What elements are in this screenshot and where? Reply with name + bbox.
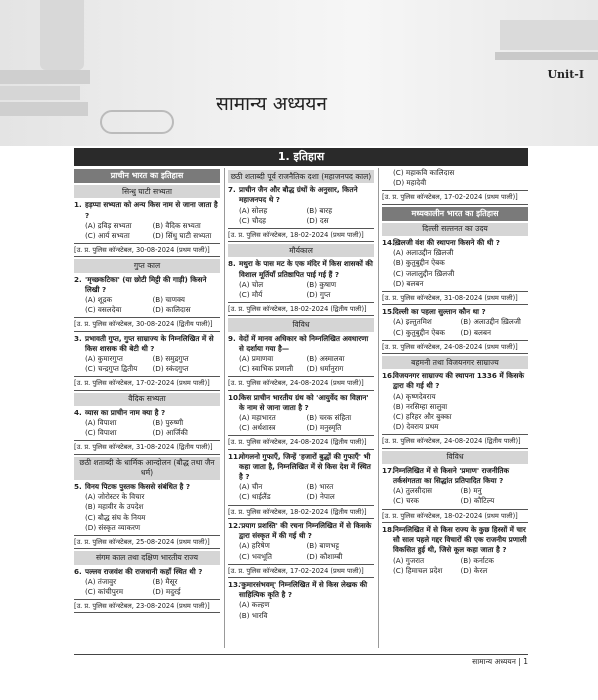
source-citation: [उ. प्र. पुलिस कॉन्स्टेबल, 17-02-2024 (प्रथम पाली)] [228, 564, 374, 578]
options: (A) चीन (B) भारत (C) थाईलैंड (D) नेपाल [239, 482, 335, 502]
options: (A) अलाउद्दीन ख़िलजी (B) कुतुबुद्दीन ऐबक (C) जलालुद्दीन ख़िलजी (D) बलबन [393, 248, 455, 288]
source-citation: [उ. प्र. पुलिस कॉन्स्टेबल, 18-02-2024 (द्वितीय पाली)] [228, 302, 374, 316]
column-3 [382, 168, 528, 576]
question: 8. मथुरा के पास मट के एक मंदिर में किस शासकों की विशाल मूर्तियाँ प्रतिष्ठापित पाई गई हैं ? [228, 259, 373, 279]
pencil-cup-illustration [40, 0, 84, 70]
page-footer [74, 654, 528, 669]
source-citation: [उ. प्र. पुलिस कॉन्स्टेबल, 18-02-2024 (द्वितीय पाली)] [228, 505, 374, 519]
page-title: सामान्य अध्ययन [216, 93, 327, 115]
question: 17. निम्नलिखित में से किसने 'प्रमाण' राजनीतिक तर्कसंगतता का सिद्धांत प्रतिपादित किया ? [382, 465, 510, 486]
options: (A) द्रविड़ सभ्यता (B) वैदिक सभ्यता (C) आर्य सभ्यता (D) सिंधु घाटी सभ्यता [85, 220, 212, 241]
question: 1. हड़प्पा सभ्यता को अन्य किस नाम से जाना जाता है ? [74, 200, 218, 220]
source-citation: [उ. प्र. पुलिस कॉन्स्टेबल, 24-08-2024 (द्वितीय पाली)] [382, 434, 528, 448]
glasses-illustration [100, 110, 174, 134]
options: (C) महाकवि कालिदास (D) महादेवी [393, 168, 455, 188]
options: (A) विपाशा (B) पुरुष्णी (C) विपाशा (D) आर्जिकी [85, 418, 188, 438]
options: (A) कुमारगुप्त (B) समुद्रगुप्त (C) चन्द्रगुप्त द्वितीय (D) स्कंदगुप्त [85, 354, 189, 374]
question: 15. दिल्ली का पहला सुल्तान कौन था ? [382, 307, 486, 317]
column-divider [378, 168, 379, 648]
options: (A) महाभारत (B) चरक संहिता (C) अर्थशास्त्र (D) मनुस्मृति [239, 413, 352, 433]
options: (A) तंजावुर (B) मैसूर (C) कांचीपुरम (D) मदुरई [85, 576, 181, 596]
options: (A) कल्हण (B) भारवि [239, 600, 270, 620]
options: (A) गुजरात (B) कर्नाटक (C) हिमाचल प्रदेश (D) केरल [393, 555, 494, 575]
source-citation: [उ. प्र. पुलिस कॉन्स्टेबल, 24-08-2024 (प्रथम पाली)] [382, 340, 528, 354]
question: 10. किस प्राचीन भारतीय ग्रंथ को 'आयुर्वेद का विज्ञान' के नाम से जाना जाता है ? [228, 392, 369, 412]
topic-heading: विविध [228, 318, 374, 331]
question: 4. व्यास का प्राचीन नाम क्या है ? [74, 407, 166, 417]
options: (A) जोरोस्टर के विचार (B) महावीर के उपदेश (C) बौद्ध संघ के नियम (D) संस्कृत व्याकरण [85, 492, 146, 532]
section-title: 1. इतिहास [74, 148, 528, 166]
topic-heading: संगम काल तथा दक्षिण भारतीय राज्य [74, 551, 220, 564]
question: 14. ख़िलजी वंश की स्थापना किसने की थी ? [382, 238, 500, 248]
footer-label: सामान्य अध्ययन | 1 [472, 657, 528, 666]
source-citation: [उ. प्र. पुलिस कॉन्स्टेबल, 31-08-2024 (प्रथम पाली)] [382, 291, 528, 305]
column-divider [224, 168, 225, 648]
topic-heading: विविध [382, 451, 528, 464]
header-banner [0, 0, 598, 146]
source-citation: [उ. प्र. पुलिस कॉन्स्टेबल, 30-08-2024 (प्रथम पाली)] [74, 243, 220, 257]
options: (A) शूद्रक (B) चाणक्य (C) वसलदेवा (D) कालिदास [85, 295, 191, 315]
question: 16. विजयनगर साम्राज्य की स्थापना 1336 में किसके द्वारा की गई थी ? [382, 371, 524, 391]
source-citation: [उ. प्र. पुलिस कॉन्स्टेबल, 18-02-2024 (प्रथम पाली)] [228, 228, 374, 242]
options: (A) इल्तुतमिश (B) अलाउद्दीन ख़िलजी (C) कुतुबुद्दीन ऐबक (D) बलबन [393, 317, 521, 337]
source-citation: [उ. प्र. पुलिस कॉन्स्टेबल, 24-08-2024 (प्रथम पाली)] [228, 376, 374, 390]
source-citation: [उ. प्र. पुलिस कॉन्स्टेबल, 25-08-2024 (प्रथम पाली)] [74, 535, 220, 549]
column-1 [74, 168, 220, 615]
source-citation: [उ. प्र. पुलिस कॉन्स्टेबल, 24-08-2024 (द्वितीय पाली)] [228, 435, 374, 449]
column-2 [228, 168, 374, 621]
source-citation: [उ. प्र. पुलिस कॉन्स्टेबल, 23-08-2024 (प्रथम पाली)] [74, 599, 220, 613]
source-citation: [उ. प्र. पुलिस कॉन्स्टेबल, 18-02-2024 (प्रथम पाली)] [382, 509, 528, 523]
options: (A) प्रमाणवा (B) अस्मालवा (C) स्वाभिक प्रणाली (D) धर्मानुराग [239, 354, 345, 374]
source-citation: [उ. प्र. पुलिस कॉन्स्टेबल, 17-02-2024 (प्रथम पाली)] [382, 190, 528, 204]
question: 11. मोगलनो गुफाएँ, जिन्हें 'हजारों बुद्धों की गुफाएँ' भी कहा जाता है, निम्नलिखित में से किस देश में स्थित है ? [228, 451, 371, 482]
question: 12. 'प्रयाग प्रशस्ति' की रचना निम्नलिखित में से किसके द्वारा संस्कृत में की गई थी ? [228, 520, 372, 541]
right-books-illustration [495, 52, 598, 60]
question: 7. प्राचीन जैन और बौद्ध ग्रंथों के अनुसार, कितने महाजनपद थे ? [228, 185, 358, 205]
options: (A) चोल (B) कुषाण (C) मौर्य (D) गुप्त [239, 279, 337, 300]
unit-label: Unit-I [547, 68, 584, 81]
question: 9. वेदों में मानव अधिकार को निम्नलिखित अवधारणा से दर्शाया गया है— [228, 333, 369, 353]
question: 5. विनय पिटक पुस्तक किससे संबंधित है ? [74, 482, 191, 492]
book-stack-illustration [0, 86, 80, 100]
topic-heading: सिन्धु घाटी सभ्यता [74, 185, 220, 198]
options: (A) सोलह (B) बारह (C) चौदह (D) दस [239, 205, 333, 225]
question: 3. प्रभावती गुप्त, गुप्त साम्राज्य के निम्नलिखित में से किस शासक की बेटी थी ? [74, 333, 214, 353]
chapter-heading: मध्यकालीन भारत का इतिहास [382, 207, 528, 221]
topic-heading: गुप्त काल [74, 259, 220, 272]
topic-heading: बहमनी तथा विजयनगर साम्राज्य [382, 356, 528, 369]
source-citation: [उ. प्र. पुलिस कॉन्स्टेबल, 31-08-2024 (द्वितीय पाली)] [74, 440, 220, 454]
options: (A) हरिषेण (B) बाणभट्ट (C) भवभूति (D) कौशाम्बी [239, 541, 343, 561]
question: 2. 'मृच्छकटिका' (या छोटी मिट्टी की गाड़ी) किसने लिखी ? [74, 274, 207, 294]
options: (A) कृष्णदेवराय (B) नरसिम्हा सालुवा (C) हरिहर और बुक्का (D) देवराय प्रथम [393, 391, 452, 432]
topic-heading: छठी शताब्दी पूर्व राजनैतिक दशा (महाजनपद काल) [228, 170, 374, 183]
topic-heading: दिल्ली सल्तनत का उदय [382, 223, 528, 236]
topic-heading: वैदिक सभ्यता [74, 393, 220, 406]
book-stack-illustration [0, 102, 88, 116]
topic-heading: मौर्यकाल [228, 244, 374, 257]
question: 13. 'कुमारसंभवम्' निम्नलिखित में से किस लेखक की साहित्यिक कृति है ? [228, 579, 368, 600]
question: 18. निम्नलिखित में से किस राज्य के कुछ हिस्सों में चार सौ साल पहले गद्दर विचारों की एक राजनीय प्रणाली विकसित हुई थी, जिसे कूल कहा जाता है ? [382, 524, 527, 555]
source-citation: [उ. प्र. पुलिस कॉन्स्टेबल, 17-02-2024 (प्रथम पाली)] [74, 376, 220, 390]
question: 6. पल्लव राजवंश की राजधानी कहाँ स्थित थी ? [74, 566, 203, 576]
options: (A) तुलसीदास (B) मनु (C) चरक (D) कौटिल्य [393, 486, 495, 506]
chapter-heading: प्राचीन भारत का इतिहास [74, 169, 220, 183]
source-citation: [उ. प्र. पुलिस कॉन्स्टेबल, 30-08-2024 (द्वितीय पाली)] [74, 317, 220, 331]
topic-heading: छठी शताब्दी के धार्मिक आन्दोलन (बौद्ध तथा जैन धर्म) [74, 457, 220, 480]
right-books-illustration [500, 20, 598, 50]
book-stack-illustration [0, 70, 90, 84]
